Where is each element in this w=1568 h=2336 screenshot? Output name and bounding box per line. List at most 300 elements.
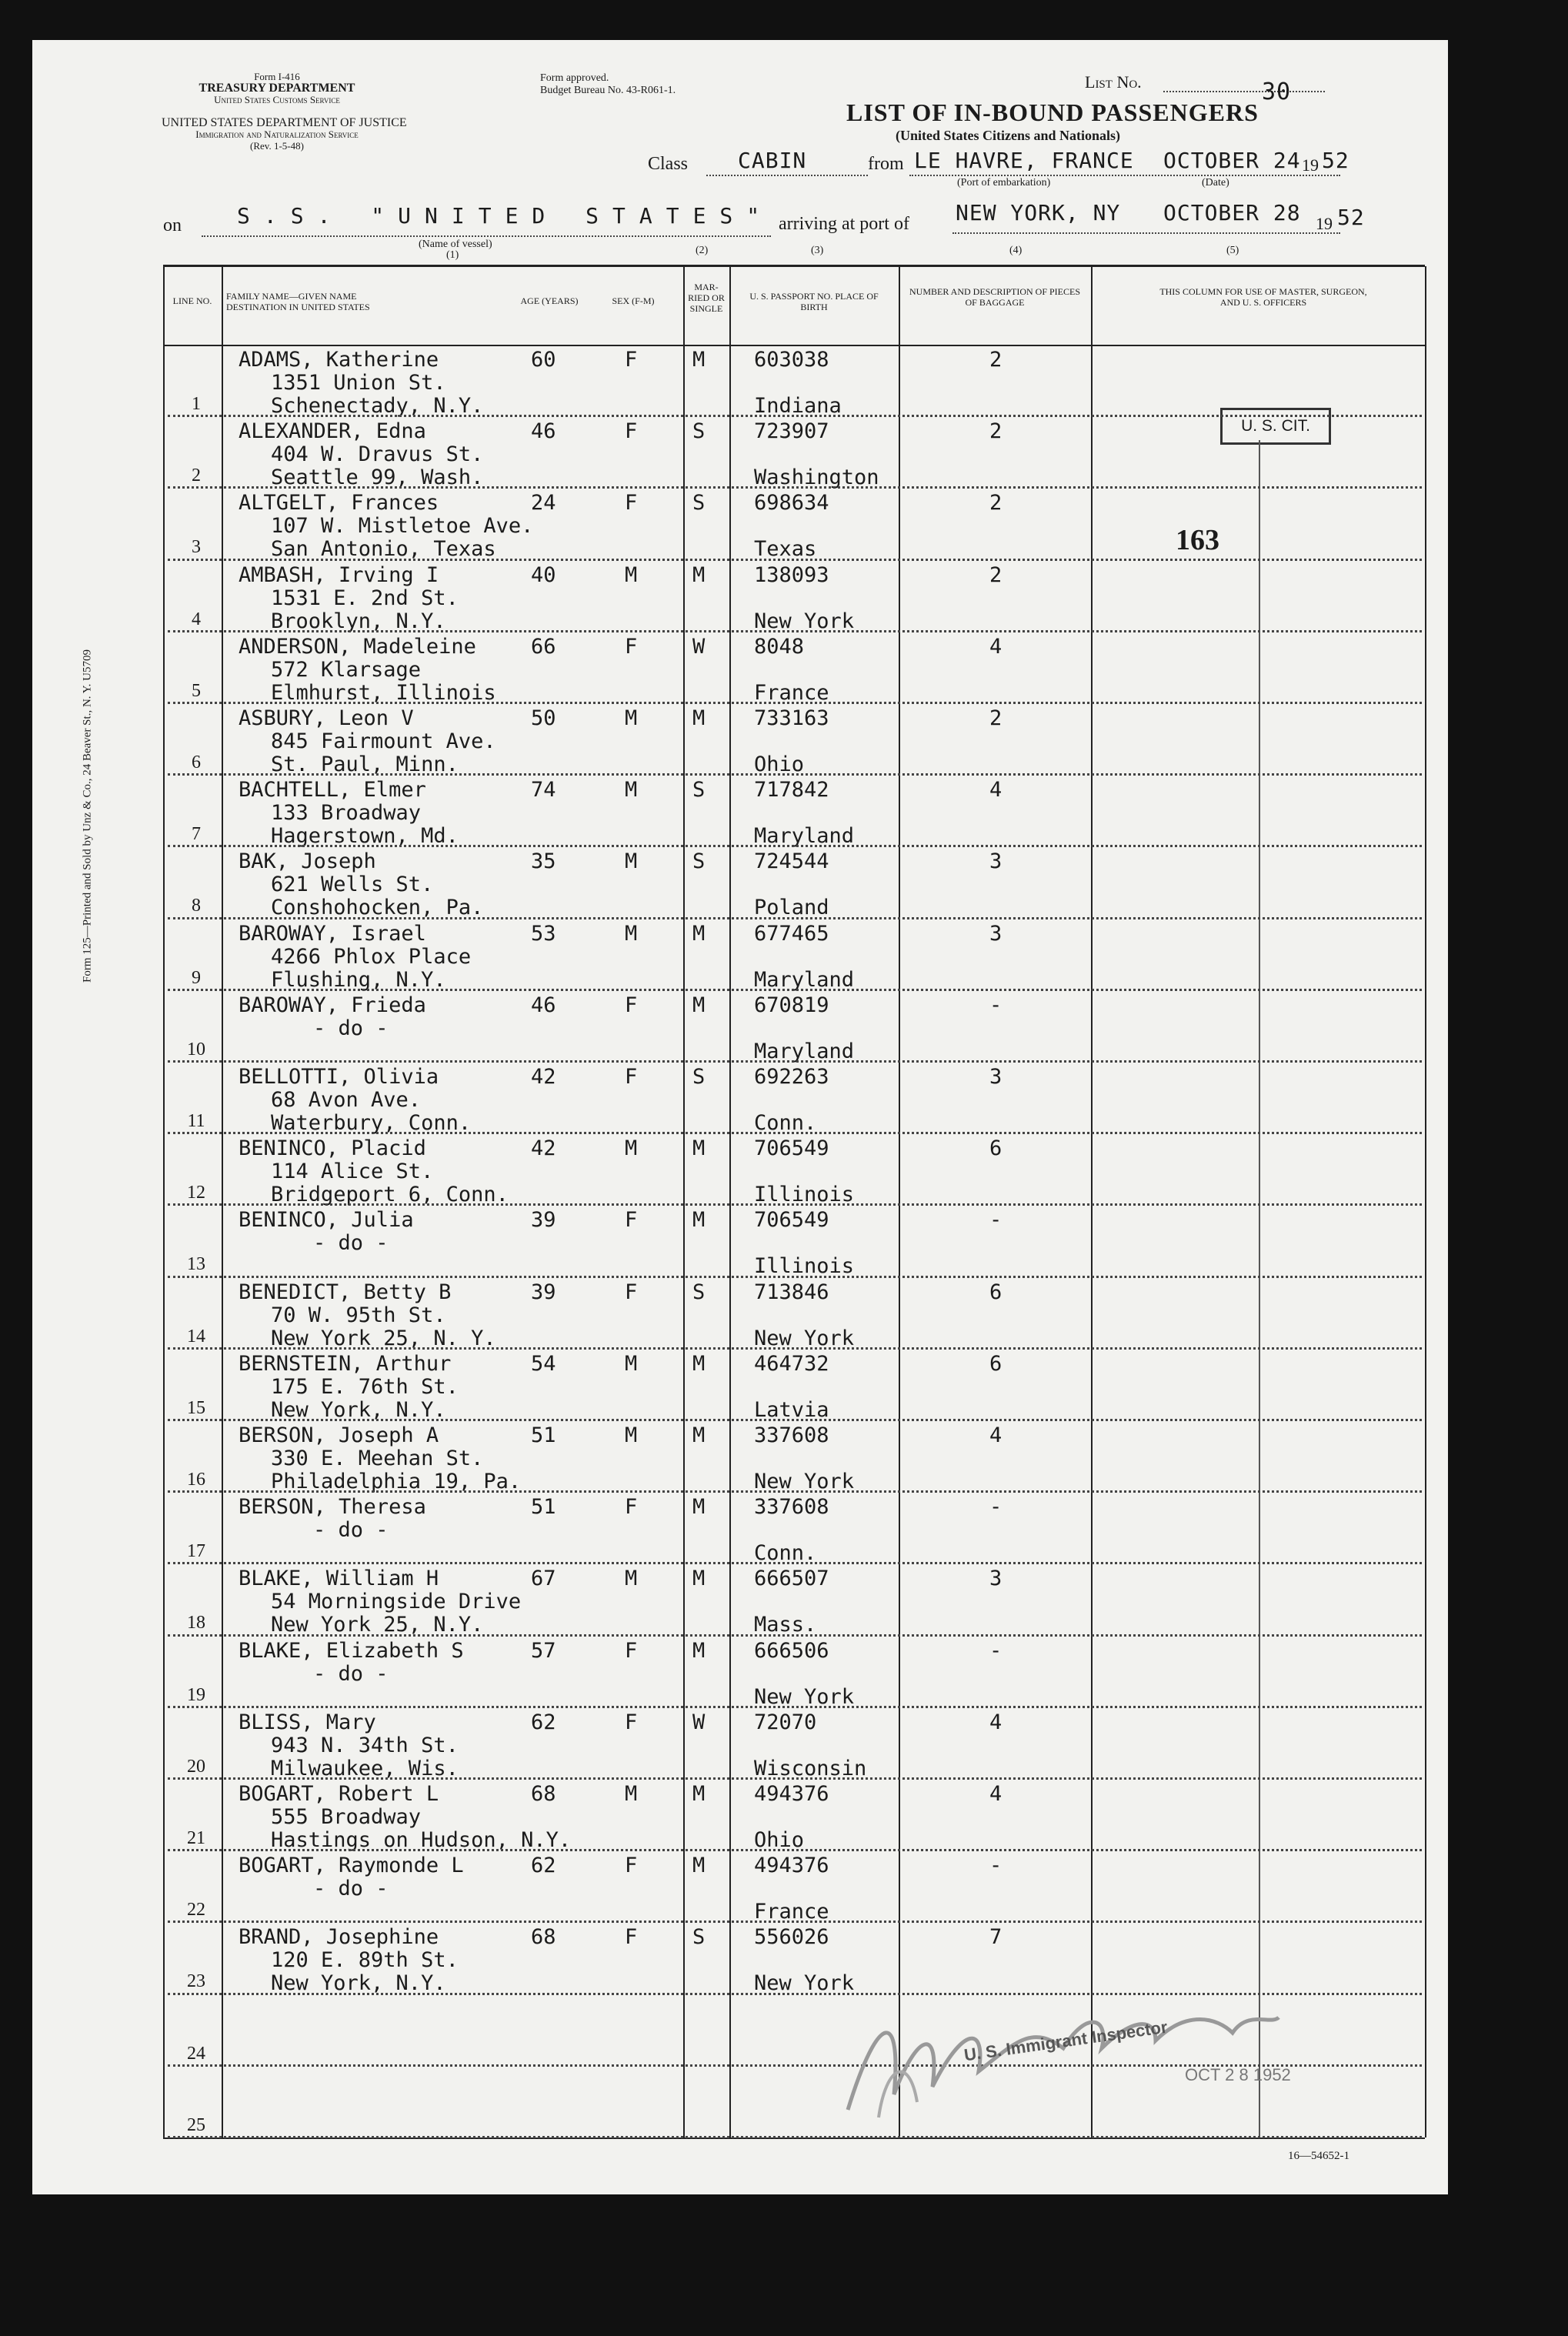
place-of-birth: Texas (754, 537, 817, 562)
hdr-passport: U. S. PASSPORT NO. PLACE OF BIRTH (749, 291, 879, 312)
row-separator (168, 1347, 1422, 1350)
baggage-count: 2 (989, 348, 1003, 372)
line-number: 3 (192, 537, 201, 558)
passenger-name: BERSON, Joseph A (239, 1423, 439, 1447)
place-of-birth: Illinois (754, 1254, 855, 1279)
passenger-address-city: Schenectady, N.Y. (271, 394, 484, 418)
passenger-marital-status: M (692, 1136, 706, 1161)
passenger-address-street: 54 Morningside Drive (271, 1590, 522, 1614)
place-of-birth: Ohio (754, 1828, 805, 1852)
passport-number: 494376 (754, 1854, 829, 1878)
passport-number: 72070 (754, 1710, 817, 1734)
header-rule (163, 345, 1425, 346)
form-approved: Form approved. (540, 72, 609, 84)
place-of-birth: Illinois (754, 1183, 855, 1207)
passenger-name: BOGART, Raymonde L (239, 1854, 464, 1878)
place-of-birth: Mass. (754, 1613, 817, 1637)
passenger-sex: M (625, 849, 638, 874)
passport-number: 717842 (754, 778, 829, 803)
passport-number: 706549 (754, 1136, 829, 1161)
passenger-marital-status: S (692, 778, 706, 803)
passenger-age: 50 (531, 706, 556, 730)
justice-block (162, 116, 407, 152)
hdr-age: AGE (YEARS) (520, 295, 579, 306)
baggage-count: 4 (989, 1710, 1003, 1734)
arrival-year-prefix: 19 (1316, 214, 1333, 233)
passenger-marital-status: M (692, 921, 706, 946)
place-of-birth: Conn. (754, 1541, 817, 1566)
passenger-name: BAROWAY, Frieda (239, 993, 426, 1017)
baggage-count: - (989, 1208, 1003, 1233)
line-number: 25 (187, 2114, 205, 2135)
baggage-count: - (989, 993, 1003, 1017)
place-of-birth: New York (754, 1684, 855, 1709)
col-caption-5: (5) (1226, 245, 1239, 256)
line-number: 4 (192, 609, 201, 629)
passenger-age: 74 (531, 778, 556, 803)
line-number: 12 (187, 1183, 205, 1203)
passenger-name: BERSON, Theresa (239, 1495, 426, 1520)
passenger-address-city: Brooklyn, N.Y. (271, 609, 446, 633)
passenger-address-city: Flushing, N.Y. (271, 967, 446, 992)
passenger-marital-status: S (692, 849, 706, 874)
passenger-age: 51 (531, 1423, 556, 1447)
passenger-marital-status: S (692, 1925, 706, 1950)
passenger-sex: F (625, 1638, 638, 1663)
passenger-marital-status: S (692, 1280, 706, 1304)
passport-number: 713846 (754, 1280, 829, 1304)
passenger-marital-status: M (692, 348, 706, 372)
from-caption: (Port of embarkation) (957, 177, 1051, 189)
baggage-count: 3 (989, 1567, 1003, 1591)
place-of-birth: New York (754, 1470, 855, 1493)
passenger-address-city: Milwaukee, Wis. (271, 1756, 459, 1780)
form-number: Form I-416 (254, 71, 300, 82)
departure-year-prefix: 19 (1302, 155, 1319, 175)
passenger-age: 39 (531, 1208, 556, 1233)
passenger-sex: F (625, 419, 638, 444)
passenger-marital-status: M (692, 1208, 706, 1233)
passenger-marital-status: M (692, 1495, 706, 1520)
passenger-age: 42 (531, 1136, 556, 1161)
col-caption-1: (1) (446, 249, 459, 261)
table-top-rule (163, 265, 1425, 267)
baggage-count: 4 (989, 1782, 1003, 1806)
from-port: LE HAVRE, FRANCE (914, 148, 1134, 173)
passenger-name: BENINCO, Julia (239, 1208, 414, 1233)
line-number: 10 (187, 1039, 205, 1060)
passenger-address-street: 1531 E. 2nd St. (271, 586, 459, 610)
place-of-birth: Indiana (754, 394, 842, 418)
passenger-address-city: New York 25, N.Y. (271, 1613, 484, 1637)
passenger-name: BENEDICT, Betty B (239, 1280, 452, 1304)
passenger-marital-status: W (692, 634, 706, 659)
row-separator (168, 1276, 1422, 1278)
arriving-label: arriving at port of (779, 214, 909, 234)
baggage-count: - (989, 1495, 1003, 1520)
passenger-address-city: Bridgeport 6, Conn. (271, 1183, 509, 1207)
line-number: 8 (192, 896, 201, 916)
passenger-age: 35 (531, 849, 556, 874)
passenger-marital-status: M (692, 1638, 706, 1663)
line-number: 14 (187, 1326, 205, 1347)
passenger-address-street: 404 W. Dravus St. (271, 442, 484, 467)
passport-number: 677465 (754, 921, 829, 946)
place-of-birth: Washington (754, 466, 879, 490)
passenger-marital-status: S (692, 419, 706, 444)
passenger-marital-status: W (692, 1710, 706, 1734)
passenger-sex: M (625, 1351, 638, 1376)
passenger-sex: M (625, 1567, 638, 1591)
row-separator (168, 1419, 1422, 1421)
hdr-name: FAMILY NAME—GIVEN NAME DESTINATION IN UNITED STATES (226, 291, 370, 312)
passenger-sex: M (625, 1136, 638, 1161)
passenger-sex: F (625, 1065, 638, 1089)
passenger-address-street: 943 N. 34th St. (271, 1733, 459, 1757)
row-separator (168, 989, 1422, 991)
line-number: 2 (192, 466, 201, 486)
line-number: 16 (187, 1470, 205, 1490)
passenger-marital-status: M (692, 706, 706, 730)
hdr-married: MAR-RIED OR SINGLE (688, 282, 725, 314)
passenger-sex: M (625, 778, 638, 803)
passenger-age: 51 (531, 1495, 556, 1520)
passenger-sex: F (625, 1710, 638, 1734)
passenger-sex: F (625, 1208, 638, 1233)
passport-number: 666507 (754, 1567, 829, 1591)
passenger-name: ANDERSON, Madeleine (239, 634, 476, 659)
passenger-address-city: New York, N.Y. (271, 1397, 446, 1422)
passport-number: 337608 (754, 1495, 829, 1520)
place-of-birth: New York (754, 609, 855, 633)
row-separator (168, 1921, 1422, 1923)
place-of-birth: Conn. (754, 1111, 817, 1135)
inspector-date-stamp: OCT 2 8 1952 (1185, 2065, 1291, 2084)
col-caption-4: (4) (1009, 245, 1023, 256)
passport-number: 698634 (754, 491, 829, 516)
baggage-count: 3 (989, 921, 1003, 946)
passenger-address-city: New York 25, N. Y. (271, 1326, 496, 1350)
place-of-birth: Maryland (754, 824, 855, 849)
passenger-age: 24 (531, 491, 556, 516)
passenger-sex: M (625, 921, 638, 946)
passport-number: 464732 (754, 1351, 829, 1376)
baggage-count: 3 (989, 849, 1003, 874)
passport-number: 556026 (754, 1925, 829, 1950)
line-number: 19 (187, 1684, 205, 1705)
from-label: from (868, 154, 904, 174)
date-caption: (Date) (1202, 177, 1229, 189)
passenger-name: BLAKE, Elizabeth S (239, 1638, 464, 1663)
row-separator (168, 1132, 1422, 1134)
baggage-count: - (989, 1638, 1003, 1663)
passenger-sex: M (625, 1423, 638, 1447)
inspector-signature (832, 1979, 1294, 2125)
passenger-address-street: 4266 Phlox Place (271, 944, 472, 969)
place-of-birth: Ohio (754, 753, 805, 776)
row-separator (168, 845, 1422, 847)
passenger-address-city: St. Paul, Minn. (271, 753, 459, 776)
budget-bureau: Budget Bureau No. 43-R061-1. (540, 85, 676, 96)
passenger-sex: F (625, 1925, 638, 1950)
passenger-name: BERNSTEIN, Arthur (239, 1351, 452, 1376)
passenger-address-street: 114 Alice St. (271, 1160, 434, 1184)
row-separator (168, 415, 1422, 417)
line-number: 18 (187, 1613, 205, 1634)
col-caption-2: (2) (696, 245, 709, 256)
baggage-count: 2 (989, 419, 1003, 444)
passport-number: 603038 (754, 348, 829, 372)
passenger-address-city: Waterbury, Conn. (271, 1111, 472, 1135)
passenger-address-street: - do - (313, 1877, 389, 1901)
row-separator (168, 559, 1422, 561)
place-of-birth: Maryland (754, 1039, 855, 1063)
line-number: 23 (187, 1971, 205, 1992)
passenger-name: BENINCO, Placid (239, 1136, 426, 1161)
passenger-marital-status: M (692, 1351, 706, 1376)
passenger-marital-status: M (692, 993, 706, 1017)
passenger-count: 163 (1176, 524, 1219, 556)
customs-service: United States Customs Service (214, 94, 340, 105)
baggage-count: 4 (989, 1423, 1003, 1447)
passenger-age: 62 (531, 1710, 556, 1734)
passport-number: 723907 (754, 419, 829, 444)
passenger-marital-status: M (692, 562, 706, 587)
passenger-address-street: 107 W. Mistletoe Ave. (271, 514, 534, 539)
passenger-address-street: 1351 Union St. (271, 371, 446, 395)
line-number: 7 (192, 824, 201, 845)
passenger-address-street: - do - (313, 1518, 389, 1543)
form-title: LIST OF IN-BOUND PASSENGERS (846, 98, 1259, 126)
passenger-address-city: Philadelphia 19, Pa. (271, 1470, 522, 1493)
passenger-marital-status: M (692, 1782, 706, 1806)
place-of-birth: Maryland (754, 967, 855, 992)
passenger-age: 66 (531, 634, 556, 659)
place-of-birth: France (754, 680, 829, 705)
footer-code: 16—54652-1 (1288, 2150, 1349, 2162)
passenger-age: 57 (531, 1638, 556, 1663)
departure-date: OCTOBER 24 (1163, 148, 1301, 173)
passenger-age: 46 (531, 419, 556, 444)
place-of-birth: New York (754, 1971, 855, 1996)
class-value: CABIN (738, 148, 807, 173)
passenger-age: 67 (531, 1567, 556, 1591)
passenger-name: ASBURY, Leon V (239, 706, 414, 730)
passenger-age: 54 (531, 1351, 556, 1376)
arrival-port: NEW YORK, NY (956, 200, 1121, 225)
line-number: 13 (187, 1254, 205, 1275)
passenger-age: 62 (531, 1854, 556, 1878)
printer-imprint: Form 125—Printed and Sold by Unz & Co., 24 Beaver St., N. Y. U5709 (81, 649, 94, 983)
list-number: 30 (1262, 78, 1292, 105)
passenger-marital-status: M (692, 1423, 706, 1447)
passenger-address-city: Hastings on Hudson, N.Y. (271, 1828, 572, 1852)
baggage-count: 2 (989, 562, 1003, 587)
us-citizen-stamp: U. S. CIT. (1220, 408, 1331, 445)
baggage-count: - (989, 1854, 1003, 1878)
passenger-name: BELLOTTI, Olivia (239, 1065, 439, 1089)
line-number: 15 (187, 1397, 205, 1418)
hdr-officers: THIS COLUMN FOR USE OF MASTER, SURGEON, AND U. S. OFFICERS (1159, 286, 1367, 308)
inspector-stamp: U. S. Immigrant Inspector (962, 2017, 1169, 2065)
line-number: 21 (187, 1828, 205, 1848)
passenger-address-city: New York, N.Y. (271, 1971, 446, 1996)
line-number: 1 (192, 394, 201, 414)
vessel-name: S.S. "UNITED STATES" (237, 203, 774, 229)
revision: (Rev. 1-5-48) (250, 140, 304, 152)
passenger-address-street: 68 Avon Ave. (271, 1088, 422, 1112)
baggage-count: 2 (989, 491, 1003, 516)
passenger-sex: F (625, 1495, 638, 1520)
baggage-count: 4 (989, 778, 1003, 803)
line-number: 6 (192, 753, 201, 773)
passenger-sex: M (625, 706, 638, 730)
passport-number: 706549 (754, 1208, 829, 1233)
ins-service: Immigration and Naturalization Service (195, 128, 359, 140)
passenger-address-city: Conshohocken, Pa. (271, 896, 484, 920)
row-separator (168, 1634, 1422, 1637)
passport-number: 666506 (754, 1638, 829, 1663)
passenger-address-street: - do - (313, 1016, 389, 1040)
baggage-count: 6 (989, 1351, 1003, 1376)
baggage-count: 2 (989, 706, 1003, 730)
on-label: on (163, 215, 182, 235)
passenger-age: 68 (531, 1925, 556, 1950)
row-separator (168, 2136, 1422, 2138)
passenger-address-street: 175 E. 76th St. (271, 1374, 459, 1399)
passport-number: 8048 (754, 634, 805, 659)
row-separator (168, 1706, 1422, 1708)
passenger-sex: F (625, 634, 638, 659)
passenger-name: BLAKE, William H (239, 1567, 439, 1591)
baggage-count: 3 (989, 1065, 1003, 1089)
passenger-address-street: 330 E. Meehan St. (271, 1447, 484, 1470)
line-number: 17 (187, 1541, 205, 1562)
line-number: 5 (192, 680, 201, 701)
passenger-name: BAK, Joseph (239, 849, 376, 874)
passenger-marital-status: M (692, 1567, 706, 1591)
passenger-address-street: 845 Fairmount Ave. (271, 729, 496, 753)
treasury-dept: TREASURY DEPARTMENT (199, 82, 355, 95)
hdr-line-no: LINE NO. (172, 295, 212, 306)
passenger-age: 60 (531, 348, 556, 372)
passport-number: 724544 (754, 849, 829, 874)
baggage-count: 4 (989, 634, 1003, 659)
line-number: 20 (187, 1756, 205, 1777)
passenger-marital-status: M (692, 1854, 706, 1878)
row-separator (168, 702, 1422, 704)
line-number: 9 (192, 967, 201, 988)
passenger-sex: F (625, 491, 638, 516)
place-of-birth: Poland (754, 896, 829, 920)
row-separator (168, 1060, 1422, 1063)
passenger-address-city: Hagerstown, Md. (271, 824, 459, 849)
passenger-age: 53 (531, 921, 556, 946)
passenger-name: BOGART, Robert L (239, 1782, 439, 1806)
class-label: Class (648, 154, 689, 174)
passenger-age: 46 (531, 993, 556, 1017)
passport-number: 670819 (754, 993, 829, 1017)
passenger-name: AMBASH, Irving I (239, 562, 439, 587)
passenger-address-city: Elmhurst, Illinois (271, 680, 496, 705)
passport-number: 733163 (754, 706, 829, 730)
form-id-block (162, 71, 392, 105)
place-of-birth: Latvia (754, 1397, 829, 1422)
col-caption-3: (3) (811, 245, 824, 256)
arrival-year: 52 (1337, 205, 1365, 230)
list-no-label: List No. (1085, 72, 1142, 92)
passenger-address-city: Seattle 99, Wash. (271, 466, 484, 490)
passenger-address-street: 70 W. 95th St. (271, 1303, 446, 1327)
passenger-age: 39 (531, 1280, 556, 1304)
row-separator (168, 1490, 1422, 1493)
passenger-name: ADAMS, Katherine (239, 348, 439, 372)
passenger-name: BAROWAY, Israel (239, 921, 426, 946)
passport-number: 337608 (754, 1423, 829, 1447)
passenger-sex: F (625, 1280, 638, 1304)
place-of-birth: New York (754, 1326, 855, 1350)
vessel-caption: (Name of vessel) (419, 239, 492, 250)
passenger-sex: M (625, 1782, 638, 1806)
row-separator (168, 1777, 1422, 1780)
passenger-sex: F (625, 1854, 638, 1878)
justice-dept: UNITED STATES DEPARTMENT OF JUSTICE (162, 116, 407, 129)
passenger-age: 42 (531, 1065, 556, 1089)
passenger-address-street: - do - (313, 1661, 389, 1686)
line-number: 11 (187, 1111, 205, 1131)
line-number: 24 (187, 2043, 205, 2064)
place-of-birth: France (754, 1900, 829, 1924)
passport-number: 692263 (754, 1065, 829, 1089)
passenger-name: ALEXANDER, Edna (239, 419, 426, 444)
passenger-address-street: 555 Broadway (271, 1805, 422, 1829)
passenger-address-street: 120 E. 89th St. (271, 1948, 459, 1973)
row-separator (168, 917, 1422, 919)
passenger-marital-status: S (692, 491, 706, 516)
passenger-address-street: 621 Wells St. (271, 873, 434, 897)
passenger-sex: F (625, 348, 638, 372)
row-separator (168, 1562, 1422, 1564)
passenger-name: BRAND, Josephine (239, 1925, 439, 1950)
passenger-sex: F (625, 993, 638, 1017)
passenger-name: BACHTELL, Elmer (239, 778, 426, 803)
passenger-address-city: San Antonio, Texas (271, 537, 496, 562)
baggage-count: 6 (989, 1136, 1003, 1161)
baggage-count: 7 (989, 1925, 1003, 1950)
passport-number: 138093 (754, 562, 829, 587)
hdr-sex: SEX (F-M) (612, 295, 655, 306)
passenger-age: 40 (531, 562, 556, 587)
hdr-baggage: NUMBER AND DESCRIPTION OF PIECES OF BAGGAGE (909, 286, 1081, 308)
row-separator (168, 773, 1422, 776)
passenger-sex: M (625, 562, 638, 587)
arrival-date: OCTOBER 28 (1163, 200, 1301, 225)
passenger-address-street: - do - (313, 1231, 389, 1256)
form-subtitle: (United States Citizens and Nationals) (896, 128, 1121, 143)
passenger-name: BLISS, Mary (239, 1710, 376, 1734)
passenger-age: 68 (531, 1782, 556, 1806)
passenger-address-street: 572 Klarsage (271, 657, 422, 682)
manifest-page (32, 40, 1448, 2194)
passenger-address-street: 133 Broadway (271, 801, 422, 826)
passenger-marital-status: S (692, 1065, 706, 1089)
baggage-count: 6 (989, 1280, 1003, 1304)
passport-number: 494376 (754, 1782, 829, 1806)
row-separator (168, 486, 1422, 489)
row-separator (168, 1203, 1422, 1206)
row-separator (168, 630, 1422, 632)
line-number: 22 (187, 1900, 205, 1921)
